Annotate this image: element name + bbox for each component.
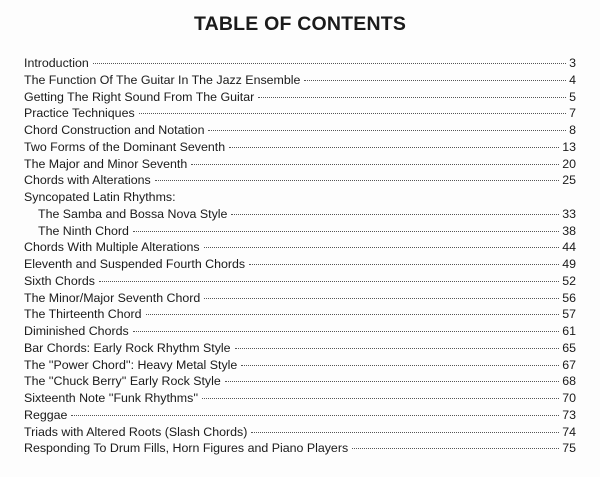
toc-entry-title: Reggae xyxy=(24,407,68,422)
toc-entry-page: 13 xyxy=(562,139,576,154)
toc-entry-title: Introduction xyxy=(24,56,89,70)
toc-entry-page: 38 xyxy=(562,223,576,238)
toc-entry xyxy=(24,206,576,223)
toc-entry-page: 52 xyxy=(562,273,576,288)
toc-entry-page: 65 xyxy=(562,340,576,355)
toc-dot-leader xyxy=(241,365,559,366)
toc-entry-page: 5 xyxy=(569,89,576,104)
toc-entry-title: Bar Chords: Early Rock Rhythm Style xyxy=(24,340,231,355)
toc-entry-page: 25 xyxy=(562,173,576,188)
toc-dot-leader xyxy=(249,264,559,265)
toc-entry xyxy=(24,357,576,374)
toc-entry xyxy=(24,373,576,390)
toc-entry xyxy=(24,156,576,173)
toc-entry-title: The Function Of The Guitar In The Jazz Ensemble xyxy=(24,72,301,87)
toc-entry xyxy=(24,390,576,407)
toc-entry-title: Chords With Multiple Alterations xyxy=(24,240,200,255)
toc-entry xyxy=(24,122,576,139)
toc-entry-title: Eleventh and Suspended Fourth Chords xyxy=(24,257,246,271)
toc-entry-title: Practice Techniques xyxy=(24,106,135,121)
toc-entry xyxy=(24,440,576,457)
toc-dot-leader xyxy=(191,164,559,165)
toc-entry xyxy=(24,256,576,273)
toc-entry-title: The Samba and Bossa Nova Style xyxy=(38,206,228,221)
toc-entry-title: Sixteenth Note ''Funk Rhythms'' xyxy=(24,391,199,405)
toc-entry-page: 74 xyxy=(562,424,576,439)
toc-entry-title: Chords with Alterations xyxy=(24,173,151,188)
toc-dot-leader xyxy=(251,432,559,433)
toc-entry xyxy=(24,139,576,156)
toc-entry-page: 73 xyxy=(562,407,576,422)
toc-entry xyxy=(24,407,576,424)
toc-entry-title: Chord Construction and Notation xyxy=(24,123,205,137)
toc-dot-leader xyxy=(208,130,566,131)
toc-dot-leader xyxy=(304,80,566,81)
toc-dot-leader xyxy=(139,113,566,114)
toc-entry-page: 75 xyxy=(562,441,576,456)
toc-entry-page: 20 xyxy=(562,156,576,171)
toc-dot-leader xyxy=(133,331,560,332)
toc-dot-leader xyxy=(202,398,559,399)
toc-entry-page: 44 xyxy=(562,240,576,255)
toc-dot-leader xyxy=(204,298,559,299)
toc-entry-page: 70 xyxy=(562,391,576,405)
toc-entry-page: 8 xyxy=(569,123,576,137)
toc-dot-leader xyxy=(235,348,560,349)
toc-entry-title: The Minor/Major Seventh Chord xyxy=(24,290,201,305)
toc-dot-leader xyxy=(93,63,566,64)
toc-entry xyxy=(24,223,576,240)
toc-entry xyxy=(24,306,576,323)
toc-entry-page: 7 xyxy=(569,106,576,121)
toc-dot-leader xyxy=(229,147,559,148)
toc-entry-title: The Ninth Chord xyxy=(38,223,129,238)
toc-dot-leader xyxy=(258,97,566,98)
toc-entry-title: Diminished Chords xyxy=(24,324,129,338)
toc-entry-title: The Major and Minor Seventh xyxy=(24,156,188,171)
toc-entry-page: 67 xyxy=(562,357,576,372)
toc-entry xyxy=(24,273,576,290)
toc-entry-page: 4 xyxy=(569,72,576,87)
toc-entry-title: The ''Chuck Berry'' Early Rock Style xyxy=(24,374,221,389)
page-title: TABLE OF CONTENTS xyxy=(193,13,407,35)
toc-dot-leader xyxy=(155,180,559,181)
toc-dot-leader xyxy=(231,214,559,215)
toc-entry xyxy=(24,55,576,72)
toc-entry xyxy=(24,105,576,122)
toc-entry xyxy=(24,189,576,206)
toc-entry-page: 61 xyxy=(562,324,576,338)
toc-entry-title: Sixth Chords xyxy=(24,273,95,288)
toc-entry-title: Two Forms of the Dominant Seventh xyxy=(24,139,226,154)
toc-entry-page: 68 xyxy=(562,374,576,389)
toc-entry-title: The Thirteenth Chord xyxy=(24,307,142,322)
toc-dot-leader xyxy=(225,381,559,382)
toc-dot-leader xyxy=(71,415,559,416)
toc-entry-page: 49 xyxy=(562,257,576,271)
toc-entry xyxy=(24,340,576,357)
toc-entry-page: 33 xyxy=(562,206,576,221)
toc-entry-page: 3 xyxy=(569,56,576,70)
toc-dot-leader xyxy=(352,448,559,449)
toc-dot-leader xyxy=(146,314,560,315)
toc-entry xyxy=(24,172,576,189)
toc-entry-title: Responding To Drum Fills, Horn Figures and Piano Players xyxy=(24,441,349,456)
table-of-contents xyxy=(24,55,576,457)
toc-entry-title: Syncopated Latin Rhythms: xyxy=(24,190,176,204)
toc-entry-title: Triads with Altered Roots (Slash Chords) xyxy=(24,424,248,439)
toc-entry xyxy=(24,290,576,307)
toc-entry xyxy=(24,424,576,441)
toc-entry-title: Getting The Right Sound From The Guitar xyxy=(24,89,255,104)
toc-entry xyxy=(24,89,576,106)
toc-entry xyxy=(24,72,576,89)
toc-entry-page: 56 xyxy=(562,290,576,305)
toc-entry xyxy=(24,323,576,340)
toc-dot-leader xyxy=(204,247,560,248)
toc-entry-title: The ''Power Chord'': Heavy Metal Style xyxy=(24,357,238,372)
toc-entry xyxy=(24,239,576,256)
toc-dot-leader xyxy=(99,281,559,282)
toc-dot-leader xyxy=(133,231,559,232)
toc-entry-page: 57 xyxy=(562,307,576,322)
